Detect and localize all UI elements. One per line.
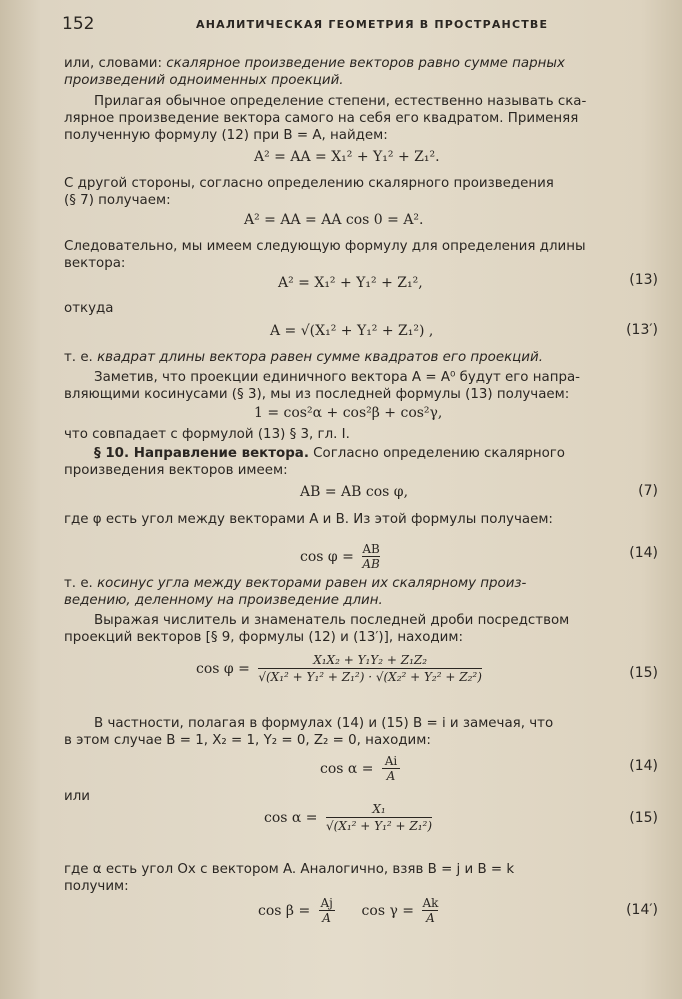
text-line: т. е. квадрат длины вектора равен сумме квадратов его проекций. <box>64 350 543 365</box>
text-line: где φ есть угол между векторами A и B. Из этой формулы получаем: <box>64 512 553 527</box>
text-line: вектора: <box>64 256 126 271</box>
equation: A² = X₁² + Y₁² + Z₁², <box>278 275 423 291</box>
text-line: в этом случае B = 1, X₂ = 1, Y₂ = 0, Z₂ = 0, находим: <box>64 733 431 748</box>
text-line: или, словами: скалярное произведение векторов равно сумме парных <box>64 56 565 71</box>
equation-number: (15) <box>629 810 658 826</box>
text-line: Выражая числитель и знаменатель последней дроби посредством <box>94 613 570 628</box>
text-line: полученную формулу (12) при B = A, найдем: <box>64 128 388 143</box>
equation: A = √(X₁² + Y₁² + Z₁²) , <box>270 323 434 339</box>
section-heading: § 10. Направление вектора. Согласно определению скалярного <box>94 446 565 461</box>
text-line: (§ 7) получаем: <box>64 193 171 208</box>
running-title: АНАЛИТИЧЕСКАЯ ГЕОМЕТРИЯ В ПРОСТРАНСТВЕ <box>196 18 549 31</box>
equation-number: (7) <box>638 483 658 499</box>
equation-number: (14) <box>629 545 658 561</box>
equation: A² = AA = X₁² + Y₁² + Z₁². <box>254 149 440 165</box>
text-line: произведения векторов имеем: <box>64 463 288 478</box>
text-line: Следовательно, мы имеем следующую формулу для определения длины <box>64 239 586 254</box>
text-line: что совпадает с формулой (13) § 3, гл. I. <box>64 427 350 442</box>
equation-number: (13) <box>629 272 658 288</box>
equation: A² = AA = AA cos 0 = A². <box>244 212 424 228</box>
text-line: проекций векторов [§ 9, формулы (12) и (13′)], находим: <box>64 630 463 645</box>
text-line: лярное произведение вектора самого на себя его квадратом. Применяя <box>64 111 579 126</box>
text-line: С другой стороны, согласно определению скалярного произведения <box>64 176 554 191</box>
equation: cos α = $\frac{Ai}{A}$ <box>320 754 400 783</box>
equation: AB = AB cos φ, <box>300 484 409 500</box>
page-number: 152 <box>62 14 95 34</box>
text-line: т. е. косинус угла между векторами равен их скалярному произ- <box>64 576 527 591</box>
equation-number: (14′) <box>626 902 658 918</box>
text-line: В частности, полагая в формулах (14) и (15) B = i и замечая, что <box>94 716 554 731</box>
text-line: Прилагая обычное определение степени, естественно называть ска- <box>94 94 587 109</box>
text-line: где α есть угол Ox с вектором A. Аналогично, взяв B = j и B = k <box>64 862 515 877</box>
text-line: откуда <box>64 301 114 316</box>
equation-number: (14) <box>629 758 658 774</box>
equation: cos φ = $\frac{AB}{AB}$ <box>300 542 380 571</box>
equation-number: (13′) <box>626 322 658 338</box>
text-line: ведению, деленному на произведение длин. <box>64 593 383 608</box>
equation: cos β = $\frac{Aj}{A}$ cos γ = $\frac{Ak}{A}$ <box>258 896 439 925</box>
text-line: получим: <box>64 879 129 894</box>
equation: 1 = cos²α + cos²β + cos²γ, <box>254 405 443 421</box>
text-line: вляющими косинусами (§ 3), мы из последней формулы (13) получаем: <box>64 387 570 402</box>
text-line: произведений одноименных проекций. <box>64 73 344 88</box>
text-line: Заметив, что проекции единичного вектора A = A⁰ будут его напра- <box>94 370 580 385</box>
equation: cos φ = $\frac{\text{X₁X₂ + Y₁Y₂ + Z₁Z₂}}{\text{√(X₁² + Y₁² + Z₁²) · √(X₂² + Y₂² + Z₂²)}}$ <box>196 653 482 684</box>
page-header <box>62 14 658 34</box>
equation: cos α = $\frac{\text{X₁}}{\text{√(X₁² + Y₁² + Z₁²)}}$ <box>264 802 433 833</box>
text-line: или <box>64 789 90 804</box>
equation-number: (15) <box>629 665 658 681</box>
